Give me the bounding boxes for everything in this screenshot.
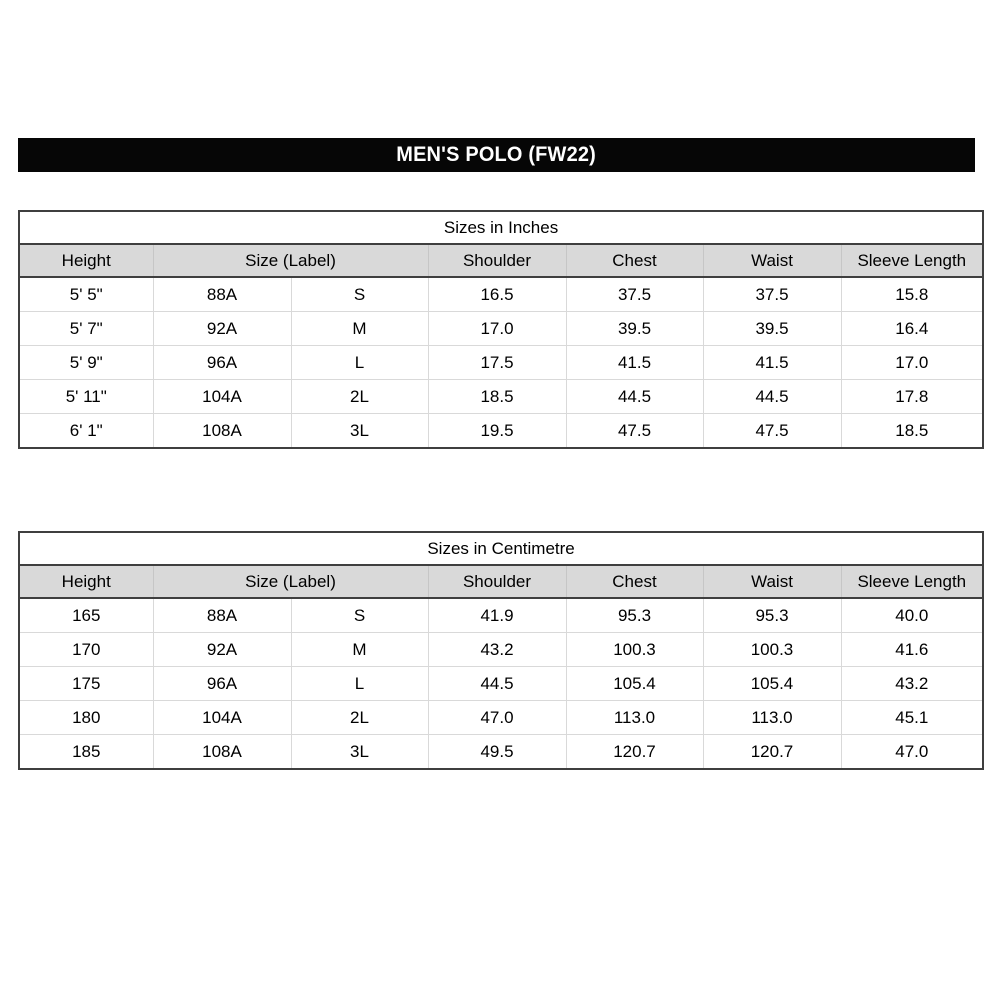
cell-sleeve-length: 18.5 (841, 414, 983, 449)
cell-waist: 44.5 (703, 380, 841, 414)
table-title: Sizes in Inches (19, 211, 983, 244)
cell-sleeve-length: 15.8 (841, 277, 983, 312)
cell-shoulder: 43.2 (428, 633, 566, 667)
cell-waist: 41.5 (703, 346, 841, 380)
cell-shoulder: 17.5 (428, 346, 566, 380)
table-title-row (19, 211, 983, 244)
cell-size-code: 92A (153, 633, 291, 667)
cell-shoulder: 47.0 (428, 701, 566, 735)
cell-sleeve-length: 17.0 (841, 346, 983, 380)
table-row (19, 414, 983, 449)
cell-size-code: 88A (153, 598, 291, 633)
column-header-waist: Waist (703, 244, 841, 277)
table-header-row (19, 244, 983, 277)
cell-size-label: L (291, 667, 428, 701)
cell-waist: 95.3 (703, 598, 841, 633)
cell-height: 5' 11" (19, 380, 153, 414)
cell-height: 6' 1" (19, 414, 153, 449)
cell-sleeve-length: 43.2 (841, 667, 983, 701)
cell-size-code: 108A (153, 735, 291, 770)
cell-waist: 39.5 (703, 312, 841, 346)
cell-chest: 39.5 (566, 312, 703, 346)
cell-waist: 47.5 (703, 414, 841, 449)
cell-size-label: S (291, 277, 428, 312)
column-header-shoulder: Shoulder (428, 565, 566, 598)
table-row (19, 667, 983, 701)
cell-size-code: 104A (153, 701, 291, 735)
page-title: MEN'S POLO (FW22) (396, 143, 597, 166)
column-header-size-label: Size (Label) (153, 565, 428, 598)
cell-waist: 120.7 (703, 735, 841, 770)
cell-height: 165 (19, 598, 153, 633)
sizes-in-inches-table (18, 210, 984, 449)
cell-chest: 113.0 (566, 701, 703, 735)
cell-chest: 41.5 (566, 346, 703, 380)
cell-sleeve-length: 16.4 (841, 312, 983, 346)
cell-chest: 105.4 (566, 667, 703, 701)
cell-size-label: 2L (291, 701, 428, 735)
table-title: Sizes in Centimetre (19, 532, 983, 565)
cell-sleeve-length: 17.8 (841, 380, 983, 414)
cell-size-code: 96A (153, 667, 291, 701)
column-header-height: Height (19, 565, 153, 598)
cell-chest: 95.3 (566, 598, 703, 633)
sizes-in-centimetre-table (18, 531, 984, 770)
cell-size-label: 3L (291, 735, 428, 770)
cell-size-label: S (291, 598, 428, 633)
cell-waist: 105.4 (703, 667, 841, 701)
column-header-size-label: Size (Label) (153, 244, 428, 277)
table-header-row (19, 565, 983, 598)
cell-size-label: M (291, 312, 428, 346)
cell-sleeve-length: 40.0 (841, 598, 983, 633)
cell-shoulder: 49.5 (428, 735, 566, 770)
table-row (19, 346, 983, 380)
cell-waist: 113.0 (703, 701, 841, 735)
cell-size-label: L (291, 346, 428, 380)
cell-height: 170 (19, 633, 153, 667)
cell-sleeve-length: 41.6 (841, 633, 983, 667)
column-header-waist: Waist (703, 565, 841, 598)
table-row (19, 701, 983, 735)
column-header-shoulder: Shoulder (428, 244, 566, 277)
cell-height: 5' 7" (19, 312, 153, 346)
cell-shoulder: 17.0 (428, 312, 566, 346)
cell-shoulder: 18.5 (428, 380, 566, 414)
cell-size-code: 96A (153, 346, 291, 380)
cell-chest: 100.3 (566, 633, 703, 667)
table-row (19, 633, 983, 667)
cell-height: 175 (19, 667, 153, 701)
cell-waist: 37.5 (703, 277, 841, 312)
cell-height: 180 (19, 701, 153, 735)
cell-size-code: 108A (153, 414, 291, 449)
cell-chest: 37.5 (566, 277, 703, 312)
table-title-row (19, 532, 983, 565)
cell-shoulder: 41.9 (428, 598, 566, 633)
cell-height: 5' 9" (19, 346, 153, 380)
cell-chest: 47.5 (566, 414, 703, 449)
cell-size-label: 3L (291, 414, 428, 449)
cell-chest: 44.5 (566, 380, 703, 414)
column-header-sleeve-length: Sleeve Length (841, 244, 983, 277)
cell-size-code: 104A (153, 380, 291, 414)
cell-sleeve-length: 47.0 (841, 735, 983, 770)
column-header-height: Height (19, 244, 153, 277)
cell-sleeve-length: 45.1 (841, 701, 983, 735)
column-header-chest: Chest (566, 244, 703, 277)
table-row (19, 277, 983, 312)
cell-height: 185 (19, 735, 153, 770)
cell-shoulder: 16.5 (428, 277, 566, 312)
cell-shoulder: 44.5 (428, 667, 566, 701)
column-header-chest: Chest (566, 565, 703, 598)
cell-size-label: M (291, 633, 428, 667)
table-row (19, 598, 983, 633)
column-header-sleeve-length: Sleeve Length (841, 565, 983, 598)
cell-shoulder: 19.5 (428, 414, 566, 449)
cell-height: 5' 5" (19, 277, 153, 312)
table-row (19, 735, 983, 770)
cell-size-code: 88A (153, 277, 291, 312)
cell-chest: 120.7 (566, 735, 703, 770)
table-row (19, 380, 983, 414)
table-row (19, 312, 983, 346)
cell-size-code: 92A (153, 312, 291, 346)
page-title-bar (18, 138, 975, 172)
cell-waist: 100.3 (703, 633, 841, 667)
cell-size-label: 2L (291, 380, 428, 414)
